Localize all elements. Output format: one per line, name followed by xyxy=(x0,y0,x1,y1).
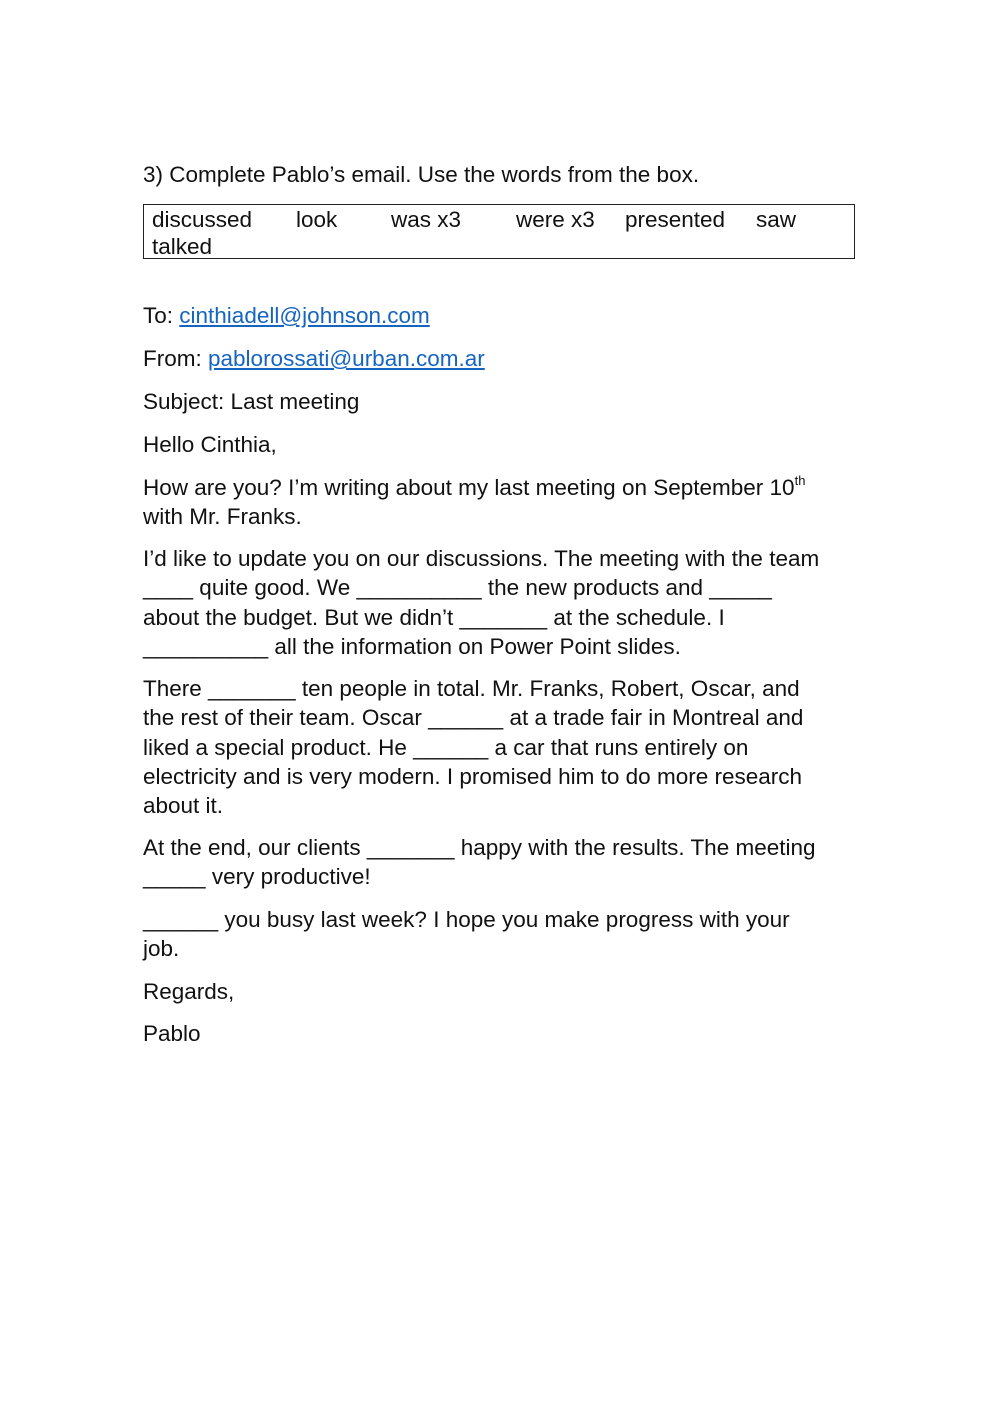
paragraph-3 xyxy=(143,674,873,820)
to-email-link[interactable]: cinthiadell@johnson.com xyxy=(179,303,430,328)
paragraph-3-line: electricity and is very modern. I promised him to do more research xyxy=(143,763,803,789)
paragraph-4-line: _____ very productive! xyxy=(143,864,371,890)
email-closing: Regards, xyxy=(143,979,235,1004)
email-signature: Pablo xyxy=(143,1021,201,1046)
paragraph-2-line: about the budget. But we didn’t _______ at the schedule. I xyxy=(143,604,725,630)
paragraph-4 xyxy=(143,833,873,892)
email-to xyxy=(143,301,873,330)
paragraph-1-line-2: with Mr. Franks. xyxy=(143,504,302,530)
ordinal-suffix: th xyxy=(794,472,806,488)
word-discussed: discussed xyxy=(152,207,253,232)
paragraph-2-line: ____ quite good. We __________ the new products and _____ xyxy=(143,575,772,601)
word-presented: presented xyxy=(625,207,726,232)
to-label: To: xyxy=(143,303,174,328)
email-from xyxy=(143,344,873,373)
paragraph-3-line: liked a special product. He ______ a car that runs entirely on xyxy=(143,734,749,760)
paragraph-4-line: At the end, our clients _______ happy with the results. The meeting xyxy=(143,835,816,860)
email-subject: Subject: Last meeting xyxy=(143,389,360,414)
word-look: look xyxy=(296,207,338,232)
from-email-link[interactable]: pablorossati@urban.com.ar xyxy=(208,346,485,371)
paragraph-5-line: ______ you busy last week? I hope you make progress with your xyxy=(143,907,790,932)
word-saw: saw xyxy=(756,207,797,232)
paragraph-5 xyxy=(143,905,873,964)
from-label: From: xyxy=(143,346,202,371)
paragraph-1 xyxy=(143,473,873,532)
paragraph-5-line: job. xyxy=(143,936,180,962)
paragraph-2-line: __________ all the information on Power Point slides. xyxy=(143,633,681,659)
email-greeting: Hello Cinthia, xyxy=(143,432,277,457)
paragraph-3-line: There _______ ten people in total. Mr. Franks, Robert, Oscar, and xyxy=(143,676,800,701)
word-box xyxy=(143,204,855,259)
word-was-x3: was x3 xyxy=(391,207,462,232)
paragraph-3-line: about it. xyxy=(143,793,224,819)
paragraph-3-line: the rest of their team. Oscar ______ at a trade fair in Montreal and xyxy=(143,705,804,731)
paragraph-2 xyxy=(143,544,873,661)
p1-text: How are you? I’m writing about my last meeting on September 10 xyxy=(143,475,795,500)
exercise-instruction: 3) Complete Pablo’s email. Use the words from the box. xyxy=(143,162,700,187)
paragraph-2-line: I’d like to update you on our discussions. The meeting with the team xyxy=(143,546,820,571)
word-talked: talked xyxy=(152,234,213,259)
paragraph-1-line-1 xyxy=(143,473,873,502)
word-were-x3: were x3 xyxy=(516,207,595,232)
